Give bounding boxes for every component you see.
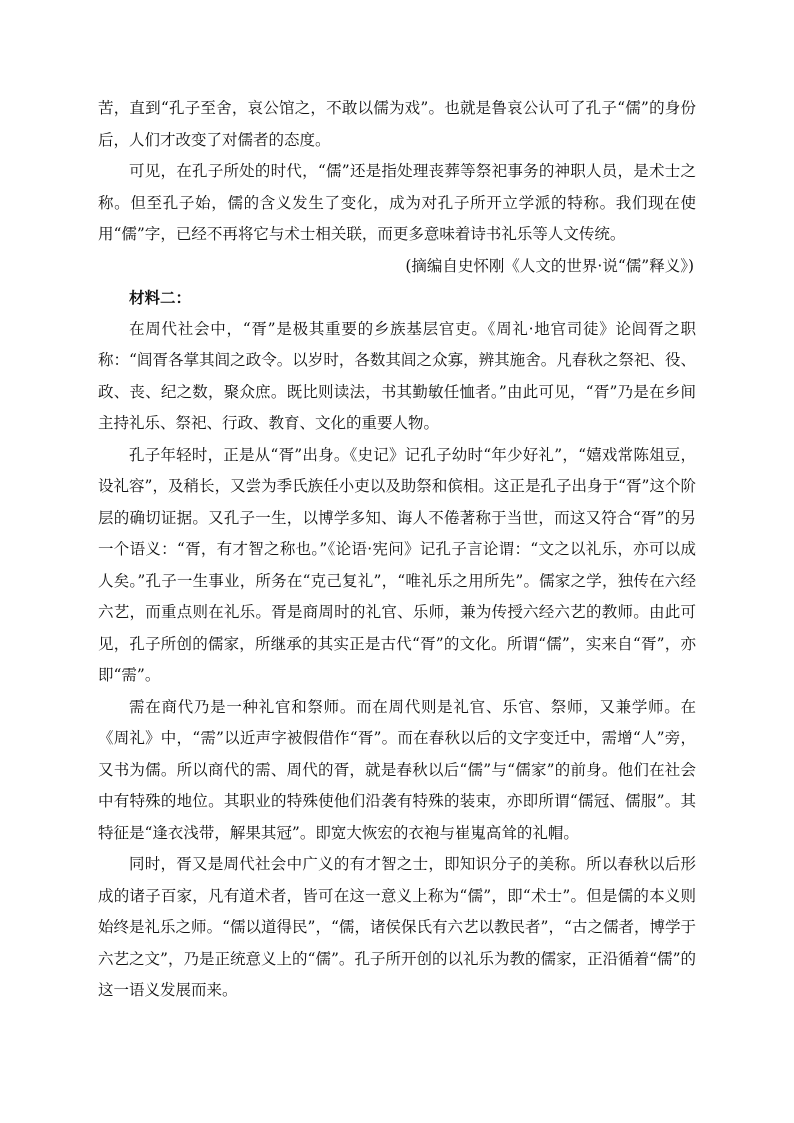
paragraph-confucius-xu: 孔子年轻时，正是从“胥”出身。《史记》记孔子幼时“年少好礼”，“嬉戏常陈俎豆，设礼容”，及稍长，又尝为季氏族任小吏以及助祭和傧相。这正是孔子出身于“胥”这个阶层的确切证据。又孔子一生，以博学多知、诲人不倦著称于当世，而这又符合“胥”的另一个语义：“胥，有才智之称也。”《论语·宪问》记孔子言论谓：“文之以礼乐，亦可以成人矣。”孔子一生事业，所务在“克己复礼”，“唯礼乐之用所先”。儒家之学，独传在六经六艺，而重点则在礼乐。胥是商周时的礼官、乐师，兼为传授六经六艺的教师。由此可见，孔子所创的儒家，所继承的其实正是古代“胥”的文化。所谓“儒”，实来自“胥”，亦即“需”。: [98, 445, 696, 684]
document-body: [98, 93, 696, 1007]
paragraph-xu-scholars: 同时，胥又是周代社会中广义的有才智之士，即知识分子的美称。所以春秋以后形成的诸子百家，凡有道术者，皆可在这一意义上称为“儒”，即“术士”。但是儒的本义则始终是礼乐之师。“儒以道得民”，“儒，诸侯保氏有六艺以教民者”，“古之儒者，博学于六艺之文”，乃是正统意义上的“儒”。孔子所开创的以礼乐为教的儒家，正沿循着“儒”的这一语义发展而来。: [98, 855, 696, 999]
paragraph-conclusion: 可见，在孔子所处的时代，“儒”还是指处理丧葬等祭祀事务的神职人员，是术士之称。但至孔子始，儒的含义发生了变化，成为对孔子所开立学派的特称。我们现在使用“儒”字，已经不再将它与术士相关联，而更多意味着诗书礼乐等人文传统。: [98, 162, 696, 243]
paragraph-xu-shang-dynasty: 需在商代乃是一种礼官和祭师。而在周代则是礼官、乐官、祭师，又兼学师。在《周礼》中，“需”以近声字被假借作“胥”。而在春秋以后的文字变迁中，需增“人”旁，又书为儒。所以商代的需、周代的胥，就是春秋以后“儒”与“儒家”的前身。他们在社会中有特殊的地位。其职业的特殊使他们沿袭有特殊的装束，亦即所谓“儒冠、儒服”。其特征是“逢衣浅带，解果其冠”。即宽大恢宏的衣袍与崔嵬高耸的礼帽。: [98, 697, 696, 842]
paragraph-xu-official: 在周代社会中，“胥”是极其重要的乡族基层官吏。《周礼·地官司徒》论闾胥之职称：“闾胥各掌其闾之政令。以岁时，各数其闾之众寡，辨其施舍。凡春秋之祭祀、役、政、丧、纪之数，聚众庶。既比则读法，书其勤敏任恤者。”由此可见，“胥”乃是在乡间主持礼乐、祭祀、行政、教育、文化的重要人物。: [98, 319, 696, 432]
paragraph-continued: 苦，直到“孔子至舍，哀公馆之，不敢以儒为戏”。也就是鲁哀公认可了孔子“儒”的身份后，人们才改变了对儒者的态度。: [98, 99, 696, 149]
source-citation: (摘编自史怀刚《人文的世界·说“儒”释义》): [405, 256, 694, 275]
section-heading-material-two: 材料二：: [129, 288, 192, 307]
